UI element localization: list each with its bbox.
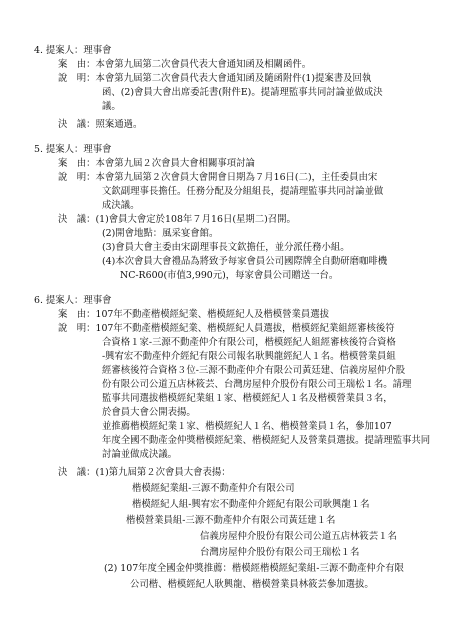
proposal-4-explanation-cont: 函、(2)會員大會出席委託書(附件E)。提請理監事共同討論並做成決 bbox=[102, 87, 383, 98]
proposal-6-heading: 6. 提案人：理事會 bbox=[34, 295, 112, 306]
award-sales-agent-cont: 台灣房屋仲介股份有限公司王瑞松１名 bbox=[200, 547, 360, 558]
proposal-5-resolution: 決 議：(1)會員大會定於108年７月16日(星期二)召開。 bbox=[58, 214, 296, 225]
award-sales-agent: 楷模營業員組-三源不動產仲介有限公司黃廷建１名 bbox=[126, 515, 336, 526]
proposal-6-explanation-cont: 份有限公司公道五店林筱芸、台灣房屋仲介股份有限公司王瑞松１名。請理 bbox=[102, 379, 412, 390]
national-award-nomination-cont: 公司楷、楷模經紀人耿興龍、楷模營業員林筱芸參加選拔。 bbox=[130, 579, 374, 590]
national-award-nomination: (2) 107年度全國金仲獎推薦：楷模經楷模經紀業組-三源不動產仲介有限 bbox=[104, 563, 404, 574]
proposal-5-heading: 5. 提案人：理事會 bbox=[34, 144, 112, 155]
award-broker-agent: 楷模經紀人組-興宥宏不動產仲介經紀有限公司耿興龍１名 bbox=[132, 499, 370, 510]
proposal-4-subject: 案 由：本會第九屆第二次會員代表大會通知函及相關函件。 bbox=[58, 59, 312, 70]
proposal-5-resolution-item: (2)開會地點：風采宴會館。 bbox=[102, 228, 219, 239]
proposal-5-resolution-item: (3)會員大會主委由宋副理事長文欽擔任，並分派任務小組。 bbox=[102, 242, 350, 253]
proposal-5-resolution-item-cont: NC-R600(市值3,990元)，每家會員公司贈送一台。 bbox=[120, 270, 339, 281]
proposal-5-explanation: 說 明：本會第九屆第２次會員大會開會日期為７月16日(二)，主任委員由宋 bbox=[58, 172, 378, 183]
proposal-6-explanation: 說 明：107年不動產楷模經紀業、楷模經紀人員選拔，楷模經紀業組經審核後符 bbox=[58, 323, 395, 334]
proposal-6-explanation-cont: -興宥宏不動產仲介經紀有限公司報名耿興龍經紀人１名。楷模營業員組 bbox=[102, 351, 396, 362]
award-sales-agent-cont: 信義房屋仲介股份有限公司公道五店林筱芸１名 bbox=[200, 531, 397, 542]
proposal-6-explanation-cont: 監事共同選拔楷模經紀業組１家、楷模經紀人１名及楷模營業員３名， bbox=[102, 393, 393, 404]
proposal-4-explanation-cont: 議。 bbox=[102, 101, 121, 112]
proposal-6-explanation-cont: 討論並做成決議。 bbox=[102, 449, 178, 460]
proposal-6-explanation-cont: 並推薦楷模經紀業１家、楷模經紀人１名、楷模營業員１名，參加107 bbox=[102, 421, 392, 432]
proposal-4-explanation: 說 明：本會第九屆第二次會員代表大會通知函及隨函附件(1)提案書及回執 bbox=[58, 73, 372, 84]
proposal-5-resolution-item: (4)本次會員大會禮品為將致予每家會員公司國際牌全自動研磨咖啡機 bbox=[102, 256, 388, 267]
proposal-6-subject: 案 由：107年不動產楷模經紀業、楷模經紀人及楷模營業員選拔 bbox=[58, 309, 330, 320]
proposal-6-explanation-cont: 經審核後符合資格３位-三源不動產仲介有限公司黃廷建、信義房屋仲介股 bbox=[102, 365, 406, 376]
proposal-6-explanation-cont: 合資格１家-三源不動產仲介有限公司，楷模經紀人組經審核後符合資格 bbox=[102, 337, 396, 348]
proposal-4-resolution: 決 議：照案通過。 bbox=[58, 119, 143, 130]
proposal-6-resolution: 決 議：(1)第九屆第２次會員大會表揚： bbox=[58, 467, 231, 478]
proposal-5-explanation-cont: 文欽副理事長擔任。任務分配及分組組長，提請理監事共同討論並做 bbox=[102, 186, 384, 197]
proposal-6-explanation-cont: 於會員大會公開表揚。 bbox=[102, 407, 196, 418]
proposal-4-heading: 4. 提案人：理事會 bbox=[34, 45, 112, 56]
proposal-6-explanation-cont: 年度全國不動產金仲獎楷模經紀業、楷模經紀人及營業員選拔。提請理監事共同 bbox=[102, 435, 431, 446]
award-broker-firm: 楷模經紀業組-三源不動產仲介有限公司 bbox=[132, 483, 295, 494]
proposal-5-explanation-cont: 成決議。 bbox=[102, 200, 140, 211]
proposal-5-subject: 案 由：本會第九屆２次會員大會相關事項討論 bbox=[58, 158, 255, 169]
